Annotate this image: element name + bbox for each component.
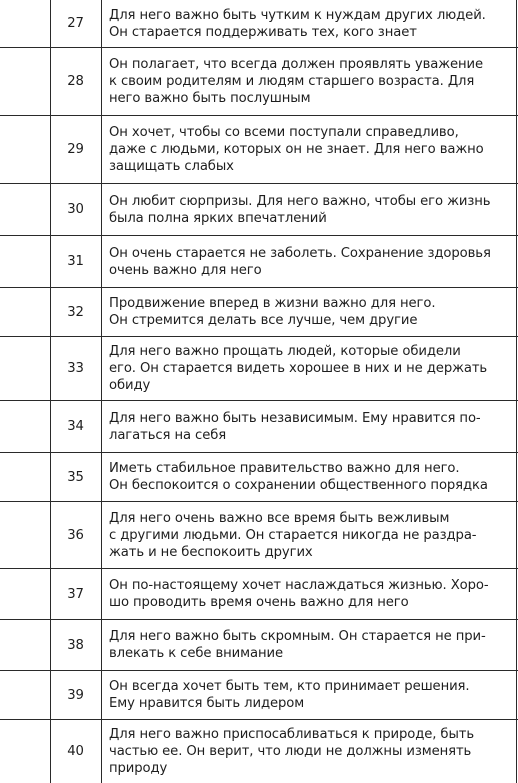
row-number: 37 xyxy=(67,586,84,602)
row-number: 36 xyxy=(67,527,84,543)
row-statement: Он очень старается не заболеть. Сохранение здоровья очень важно для него xyxy=(109,245,491,278)
row-number: 29 xyxy=(67,142,84,157)
row-number: 39 xyxy=(67,687,84,703)
table-row xyxy=(0,720,518,783)
row-number: 30 xyxy=(67,202,84,217)
row-statement: Он хочет, чтобы со всеми поступали справедливо, даже с людьми, которых он не знает. Для него важно защищать слабых xyxy=(109,125,484,174)
row-statement: Он полагает, что всегда должен проявлять уважение к своим родителям и людям старшего возраста. Для него важно быть послушным xyxy=(109,57,484,106)
row-statement: Он всегда хочет быть тем, кто принимает решения. Ему нравится быть лидером xyxy=(109,679,470,711)
table-row xyxy=(0,48,518,116)
row-statement: Для него важно приспосабливаться к природе, быть частью ее. Он верит, что люди не должны изменять природу xyxy=(109,727,475,776)
row-statement: Он по-настоящему хочет наслаждаться жизнью. Хоро- шо проводить время очень важно для него xyxy=(109,578,489,610)
table-row xyxy=(0,184,518,236)
table-row xyxy=(0,620,518,671)
row-statement: Для него важно быть скромным. Он старается не при- влекать к себе внимание xyxy=(109,629,486,661)
row-number: 38 xyxy=(67,637,84,653)
table-row xyxy=(0,337,518,401)
row-statement: Иметь стабильное правительство важно для него. Он беспокоится о сохранении общественного порядка xyxy=(109,461,488,493)
row-number: 28 xyxy=(67,74,84,89)
row-number: 40 xyxy=(67,744,84,759)
table-row xyxy=(0,401,518,453)
row-statement: Для него очень важно все время быть вежливым с другими людьми. Он старается никогда не раздра- жать и не беспокоить других xyxy=(109,510,477,560)
row-statement: Для него важно прощать людей, которые обидели его. Он старается видеть хорошее в них и не держать обиду xyxy=(109,344,488,393)
table-row xyxy=(0,671,518,720)
table-row xyxy=(0,236,518,288)
row-statement: Для него важно быть независимым. Ему нравится по- лагаться на себя xyxy=(109,410,481,443)
row-number: 27 xyxy=(67,16,84,31)
row-statement: Для него важно быть чутким к нуждам других людей. Он старается поддерживать тех, кого знает xyxy=(109,7,486,40)
row-number: 32 xyxy=(67,304,84,320)
table-row xyxy=(0,116,518,184)
row-number: 35 xyxy=(67,469,84,485)
table-row xyxy=(0,453,518,502)
row-statement: Продвижение вперед в жизни важно для него. Он стремится делать все лучше, чем другие xyxy=(109,296,436,328)
row-number: 33 xyxy=(67,361,84,376)
table-row xyxy=(0,569,518,620)
table-row xyxy=(0,0,518,48)
row-number: 34 xyxy=(67,419,84,434)
row-number: 31 xyxy=(67,254,84,269)
table-row xyxy=(0,288,518,337)
table-row xyxy=(0,502,518,569)
row-statement: Он любит сюрпризы. Для него важно, чтобы его жизнь была полна ярких впечатлений xyxy=(109,193,491,226)
